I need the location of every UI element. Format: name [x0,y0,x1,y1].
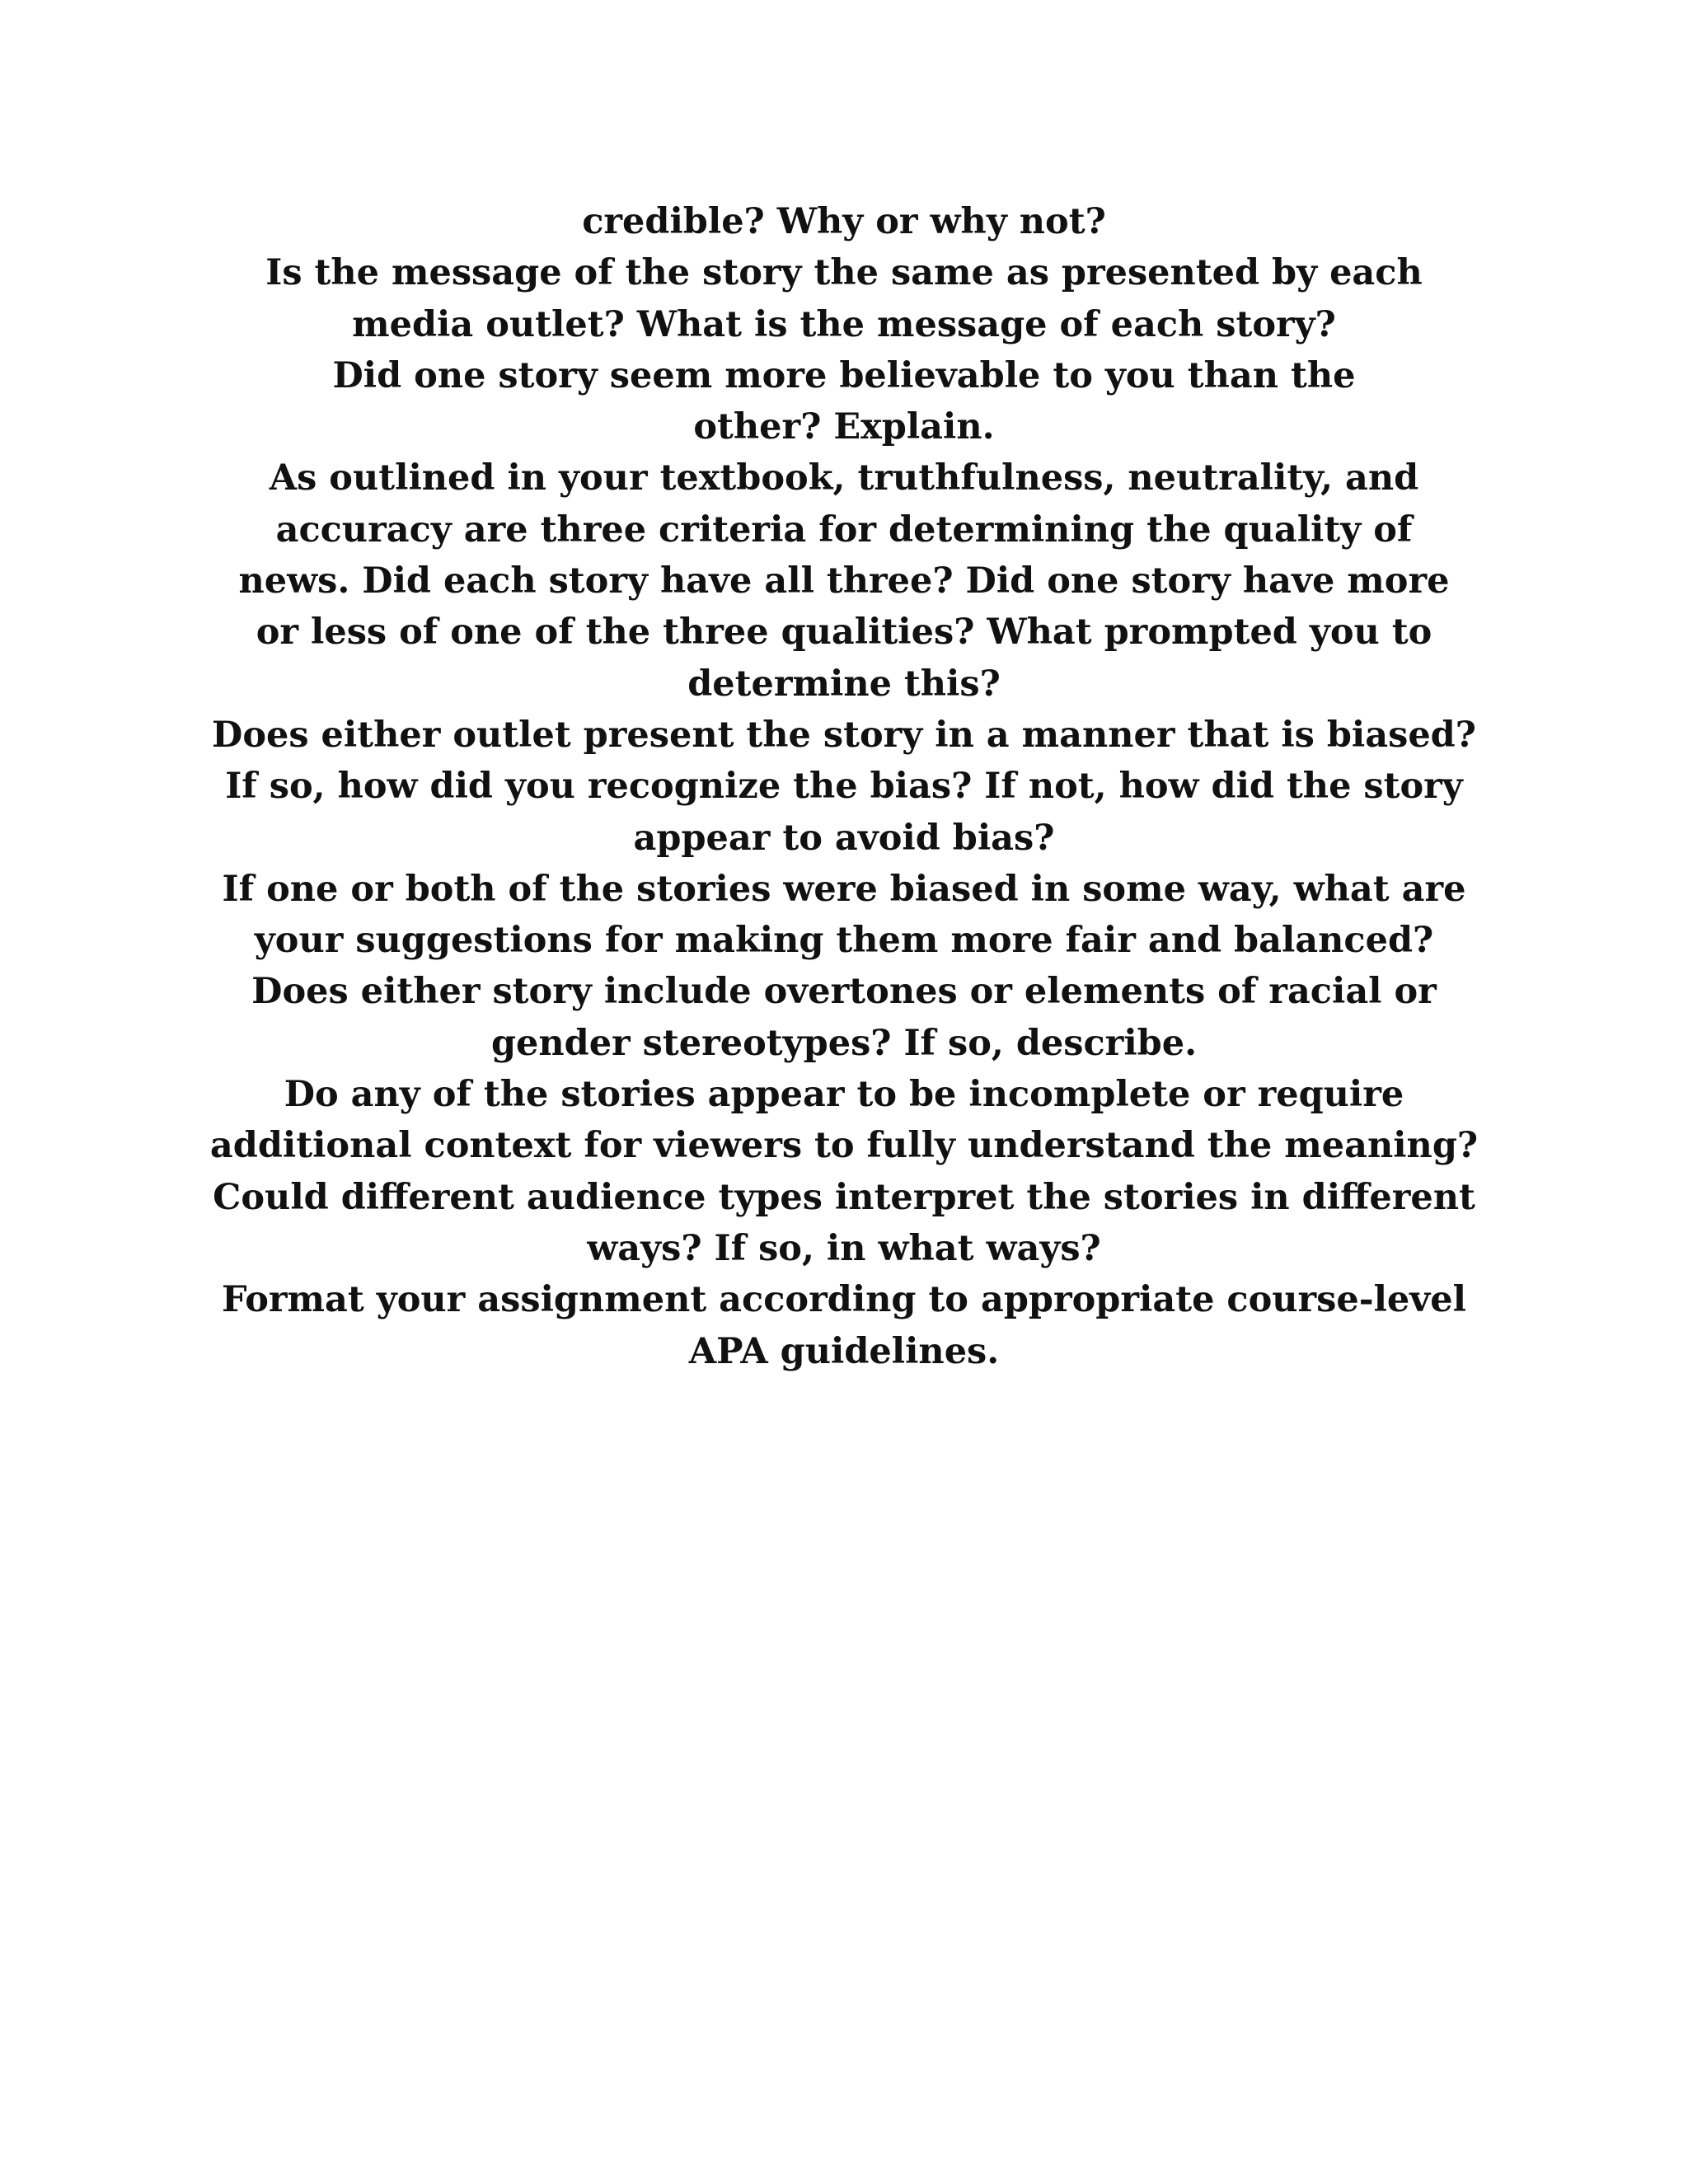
text-line: If one or both of the stories were biased in some way, what are [222,868,1466,910]
text-line: or less of one of the three qualities? What prompted you to [256,612,1432,654]
text-line: As outlined in your textbook, truthfulness, neutrality, and [269,457,1419,499]
text-line: additional context for viewers to fully understand the meaning? [209,1125,1479,1167]
text-line: Does either story include overtones or elements of racial or [251,971,1437,1013]
text-line: news. Did each story have all three? Did one story have more [238,560,1450,602]
text-line: If so, how did you recognize the bias? If not, how did the story [225,766,1463,808]
text-line: accuracy are three criteria for determining the quality of [275,509,1413,551]
text-line: Did one story seem more believable to you than the [332,354,1356,396]
text-line: Does either outlet present the story in a manner that is biased? [212,714,1476,756]
text-line: other? Explain. [693,406,995,448]
text-line: your suggestions for making them more fair and balanced? [254,920,1434,962]
text-line: Could different audience types interpret the stories in different [213,1176,1475,1218]
text-line: media outlet? What is the message of each story? [352,303,1336,345]
text-line: Do any of the stories appear to be incomplete or require [284,1074,1404,1116]
text-line: Format your assignment according to appropriate course-level [222,1279,1466,1321]
text-line: Is the message of the story the same as presented by each [265,252,1423,294]
text-line: APA guidelines. [688,1330,1000,1372]
text-line: appear to avoid bias? [633,817,1055,859]
text-line: determine this? [687,663,1001,705]
text-line: credible? Why or why not? [582,201,1106,242]
text-line: gender stereotypes? If so, describe. [490,1022,1198,1064]
assignment-questions [140,196,1548,1377]
text-line: ways? If so, in what ways? [587,1227,1101,1269]
